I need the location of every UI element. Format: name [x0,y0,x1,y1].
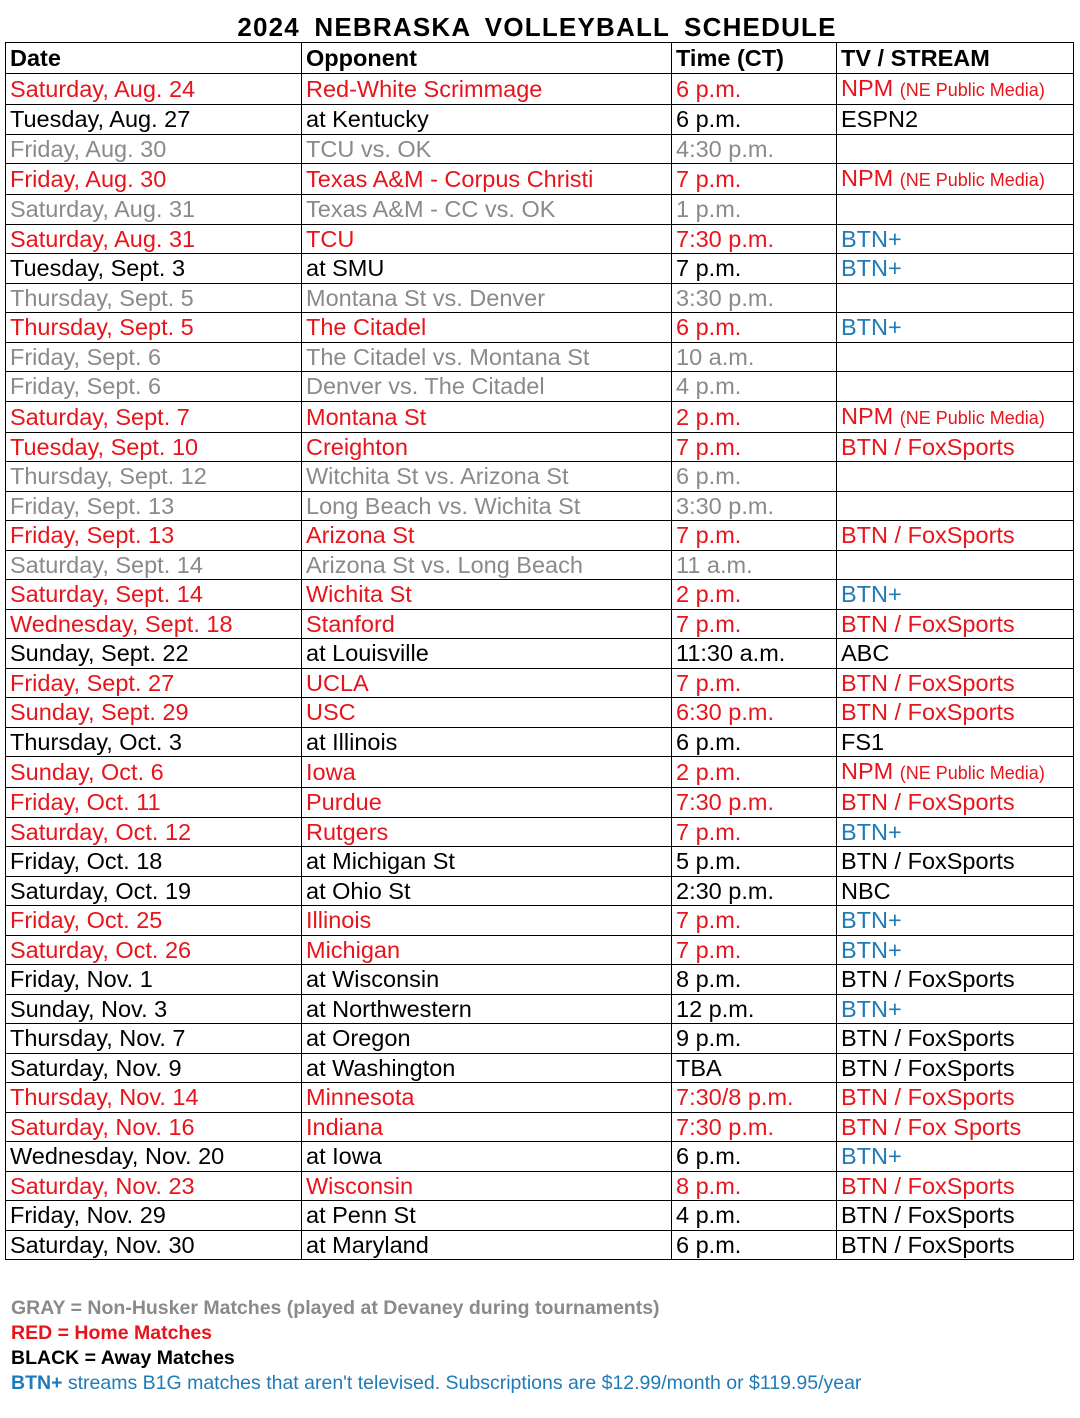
cell-tv [837,462,1074,492]
cell-tv [837,994,1074,1024]
cell-tv [837,74,1074,105]
cell-opponent: TCU vs. OK [302,134,672,164]
cell-tv [837,788,1074,818]
cell-tv [837,935,1074,965]
cell-time: 6:30 p.m. [672,698,837,728]
cell-time: 7 p.m. [672,817,837,847]
cell-time: 6 p.m. [672,1142,837,1172]
cell-time: 7 p.m. [672,164,837,195]
cell-date: Friday, Sept. 6 [6,372,302,402]
cell-opponent: at Illinois [302,727,672,757]
table-header-row [6,43,1074,74]
tv-network-note: (NE Public Media) [899,407,1045,428]
table-row [6,580,1074,610]
tv-network: BTN / FoxSports [841,1231,1015,1258]
cell-opponent: Purdue [302,788,672,818]
legend-btn-plus-text: streams B1G matches that aren't televised. Subscriptions are $12.99/month or $119.95/year [62,1372,862,1394]
cell-time: 6 p.m. [672,74,837,105]
cell-time: 7 p.m. [672,254,837,284]
cell-tv [837,313,1074,343]
cell-opponent: at Penn St [302,1201,672,1231]
table-row [6,1053,1074,1083]
cell-time: 7 p.m. [672,521,837,551]
cell-opponent: at Ohio St [302,876,672,906]
cell-opponent: at Kentucky [302,105,672,135]
table-row [6,698,1074,728]
cell-date: Saturday, Nov. 16 [6,1112,302,1142]
table-row [6,254,1074,284]
cell-tv [837,668,1074,698]
cell-time: 8 p.m. [672,1171,837,1201]
tv-network: BTN+ [841,1143,902,1170]
table-row [6,1083,1074,1113]
table-row [6,965,1074,995]
table-row [6,847,1074,877]
cell-tv [837,965,1074,995]
cell-tv [837,1083,1074,1113]
tv-network: FS1 [841,728,885,755]
cell-time: TBA [672,1053,837,1083]
cell-opponent: Long Beach vs. Wichita St [302,491,672,521]
cell-date: Saturday, Oct. 26 [6,935,302,965]
cell-tv [837,550,1074,580]
tv-network: NPM [841,75,894,101]
header-opponent: Opponent [302,43,672,74]
table-row [6,462,1074,492]
table-row [6,164,1074,195]
table-row [6,609,1074,639]
cell-opponent: Creighton [302,432,672,462]
cell-tv [837,1053,1074,1083]
cell-date: Saturday, Oct. 12 [6,817,302,847]
cell-tv [837,639,1074,669]
cell-tv [837,1230,1074,1260]
cell-tv [837,698,1074,728]
tv-network: BTN+ [841,314,902,341]
cell-time: 10 a.m. [672,342,837,372]
cell-tv [837,105,1074,135]
table-row [6,550,1074,580]
table-row [6,521,1074,551]
cell-time: 11:30 a.m. [672,639,837,669]
tv-network: ESPN2 [841,106,919,133]
table-row [6,105,1074,135]
legend-btn-plus [11,1371,861,1396]
cell-tv [837,817,1074,847]
cell-opponent: Wichita St [302,580,672,610]
tv-network: BTN+ [841,995,902,1022]
cell-opponent: Iowa [302,757,672,788]
cell-opponent: USC [302,698,672,728]
table-row [6,1230,1074,1260]
table-row [6,74,1074,105]
table-row [6,1171,1074,1201]
tv-network: BTN / FoxSports [841,433,1015,460]
cell-tv [837,906,1074,936]
tv-network: BTN / FoxSports [841,1202,1015,1229]
cell-time: 3:30 p.m. [672,491,837,521]
tv-network: ABC [841,640,890,667]
cell-time: 3:30 p.m. [672,283,837,313]
cell-opponent: Michigan [302,935,672,965]
cell-opponent: Witchita St vs. Arizona St [302,462,672,492]
cell-date: Tuesday, Sept. 3 [6,254,302,284]
cell-time: 2 p.m. [672,401,837,432]
table-row [6,639,1074,669]
cell-date: Friday, Sept. 13 [6,491,302,521]
table-row [6,757,1074,788]
cell-time: 7 p.m. [672,609,837,639]
cell-opponent: at Louisville [302,639,672,669]
cell-time: 2 p.m. [672,580,837,610]
tv-network: BTN+ [841,225,902,252]
table-row [6,817,1074,847]
cell-time: 12 p.m. [672,994,837,1024]
schedule-table [5,42,1074,1260]
cell-tv [837,580,1074,610]
cell-date: Saturday, Nov. 9 [6,1053,302,1083]
cell-time: 6 p.m. [672,1230,837,1260]
table-row [6,313,1074,343]
cell-time: 4 p.m. [672,372,837,402]
cell-opponent: at SMU [302,254,672,284]
cell-tv [837,283,1074,313]
cell-tv [837,372,1074,402]
legend-btn-plus-label: BTN+ [11,1372,63,1394]
cell-time: 8 p.m. [672,965,837,995]
cell-opponent: at Wisconsin [302,965,672,995]
table-row [6,906,1074,936]
tv-network: BTN / Fox Sports [841,1113,1022,1140]
cell-opponent: at Northwestern [302,994,672,1024]
cell-opponent: Red-White Scrimmage [302,74,672,105]
tv-network: BTN / FoxSports [841,966,1015,993]
cell-date: Friday, Aug. 30 [6,134,302,164]
cell-opponent: at Washington [302,1053,672,1083]
cell-time: 7 p.m. [672,935,837,965]
tv-network: BTN+ [841,255,902,282]
cell-tv [837,1024,1074,1054]
cell-date: Friday, Nov. 29 [6,1201,302,1231]
tv-network: BTN / FoxSports [841,522,1015,549]
cell-tv [837,521,1074,551]
cell-tv [837,847,1074,877]
cell-opponent: The Citadel [302,313,672,343]
cell-tv [837,609,1074,639]
cell-opponent: Rutgers [302,817,672,847]
table-row [6,1201,1074,1231]
cell-time: 7:30/8 p.m. [672,1083,837,1113]
cell-time: 7 p.m. [672,432,837,462]
cell-date: Friday, Sept. 13 [6,521,302,551]
cell-opponent: at Michigan St [302,847,672,877]
cell-tv [837,876,1074,906]
cell-date: Saturday, Sept. 7 [6,401,302,432]
header-tv-stream: TV / STREAM [837,43,1074,74]
table-row [6,876,1074,906]
cell-opponent: Arizona St vs. Long Beach [302,550,672,580]
cell-date: Friday, Oct. 18 [6,847,302,877]
cell-tv [837,1112,1074,1142]
cell-time: 7 p.m. [672,906,837,936]
cell-opponent: at Maryland [302,1230,672,1260]
cell-tv [837,491,1074,521]
cell-opponent: Illinois [302,906,672,936]
cell-opponent: Wisconsin [302,1171,672,1201]
cell-date: Saturday, Nov. 30 [6,1230,302,1260]
cell-time: 2:30 p.m. [672,876,837,906]
tv-network: NBC [841,877,891,904]
cell-opponent: UCLA [302,668,672,698]
cell-time: 6 p.m. [672,313,837,343]
cell-date: Friday, Oct. 25 [6,906,302,936]
table-row [6,342,1074,372]
cell-date: Friday, Aug. 30 [6,164,302,195]
table-row [6,1142,1074,1172]
cell-tv [837,401,1074,432]
tv-network: BTN / FoxSports [841,1172,1015,1199]
cell-opponent: The Citadel vs. Montana St [302,342,672,372]
cell-date: Wednesday, Nov. 20 [6,1142,302,1172]
schedule-body [6,74,1074,1260]
tv-network: BTN+ [841,936,902,963]
table-row [6,283,1074,313]
cell-date: Saturday, Aug. 31 [6,224,302,254]
table-row [6,401,1074,432]
cell-tv [837,1201,1074,1231]
cell-opponent: TCU [302,224,672,254]
tv-network: BTN+ [841,581,902,608]
cell-opponent: Minnesota [302,1083,672,1113]
cell-opponent: Texas A&M - Corpus Christi [302,164,672,195]
table-row [6,432,1074,462]
cell-time: 5 p.m. [672,847,837,877]
cell-time: 1 p.m. [672,195,837,225]
cell-date: Friday, Nov. 1 [6,965,302,995]
page-title: 2024 NEBRASKA VOLLEYBALL SCHEDULE [237,12,837,42]
cell-time: 6 p.m. [672,105,837,135]
tv-network-note: (NE Public Media) [899,80,1045,100]
cell-date: Tuesday, Sept. 10 [6,432,302,462]
cell-date: Saturday, Oct. 19 [6,876,302,906]
table-row [6,668,1074,698]
table-row [6,491,1074,521]
cell-tv [837,224,1074,254]
table-row [6,372,1074,402]
legend-black: BLACK = Away Matches [11,1347,235,1369]
cell-time: 7:30 p.m. [672,788,837,818]
tv-network: BTN+ [841,818,902,845]
cell-opponent: at Iowa [302,1142,672,1172]
cell-opponent: Indiana [302,1112,672,1142]
cell-opponent: Denver vs. The Citadel [302,372,672,402]
tv-network-note: (NE Public Media) [899,763,1045,783]
cell-time: 4:30 p.m. [672,134,837,164]
table-row [6,195,1074,225]
tv-network: BTN / FoxSports [841,699,1015,726]
tv-network: BTN / FoxSports [841,1054,1015,1081]
table-row [6,224,1074,254]
tv-network: NPM [841,402,894,429]
tv-network: BTN / FoxSports [841,848,1015,875]
tv-network: BTN / FoxSports [841,1025,1015,1052]
tv-network: NPM [841,758,894,784]
cell-time: 7:30 p.m. [672,1112,837,1142]
cell-tv [837,342,1074,372]
cell-opponent: Texas A&M - CC vs. OK [302,195,672,225]
cell-time: 11 a.m. [672,550,837,580]
tv-network: BTN / FoxSports [841,1084,1015,1111]
cell-opponent: Montana St [302,401,672,432]
tv-network: BTN / FoxSports [841,610,1015,637]
tv-network: NPM [841,165,894,191]
tv-network-note: (NE Public Media) [899,170,1045,190]
cell-tv [837,432,1074,462]
cell-date: Sunday, Oct. 6 [6,757,302,788]
cell-tv [837,1142,1074,1172]
cell-date: Saturday, Aug. 31 [6,195,302,225]
cell-date: Sunday, Nov. 3 [6,994,302,1024]
cell-time: 7:30 p.m. [672,224,837,254]
tv-network: BTN+ [841,907,902,934]
cell-tv [837,757,1074,788]
table-row [6,935,1074,965]
cell-date: Thursday, Nov. 7 [6,1024,302,1054]
header-date: Date [6,43,302,74]
cell-tv [837,164,1074,195]
table-row [6,727,1074,757]
cell-opponent: Arizona St [302,521,672,551]
cell-date: Thursday, Sept. 5 [6,283,302,313]
cell-date: Saturday, Aug. 24 [6,74,302,105]
table-row [6,1024,1074,1054]
cell-tv [837,727,1074,757]
cell-time: 6 p.m. [672,462,837,492]
legend-red: RED = Home Matches [11,1322,213,1344]
cell-date: Friday, Sept. 6 [6,342,302,372]
cell-date: Sunday, Sept. 29 [6,698,302,728]
cell-date: Thursday, Sept. 12 [6,462,302,492]
header-time: Time (CT) [672,43,837,74]
cell-date: Friday, Oct. 11 [6,788,302,818]
cell-tv [837,1171,1074,1201]
cell-date: Saturday, Nov. 23 [6,1171,302,1201]
cell-date: Tuesday, Aug. 27 [6,105,302,135]
cell-opponent: Stanford [302,609,672,639]
cell-time: 2 p.m. [672,757,837,788]
table-row [6,134,1074,164]
cell-date: Wednesday, Sept. 18 [6,609,302,639]
cell-date: Saturday, Sept. 14 [6,550,302,580]
cell-opponent: Montana St vs. Denver [302,283,672,313]
tv-network: BTN / FoxSports [841,789,1015,816]
tv-network: BTN / FoxSports [841,669,1015,696]
cell-date: Friday, Sept. 27 [6,668,302,698]
cell-tv [837,195,1074,225]
cell-date: Thursday, Oct. 3 [6,727,302,757]
cell-time: 4 p.m. [672,1201,837,1231]
cell-date: Thursday, Nov. 14 [6,1083,302,1113]
cell-time: 9 p.m. [672,1024,837,1054]
table-row [6,1112,1074,1142]
cell-tv [837,254,1074,284]
table-row [6,788,1074,818]
cell-date: Sunday, Sept. 22 [6,639,302,669]
cell-tv [837,134,1074,164]
legend-gray: GRAY = Non-Husker Matches (played at Devaney during tournaments) [11,1297,660,1319]
cell-date: Thursday, Sept. 5 [6,313,302,343]
cell-time: 6 p.m. [672,727,837,757]
cell-opponent: at Oregon [302,1024,672,1054]
cell-time: 7 p.m. [672,668,837,698]
cell-date: Saturday, Sept. 14 [6,580,302,610]
legend [11,1296,861,1396]
table-row [6,994,1074,1024]
